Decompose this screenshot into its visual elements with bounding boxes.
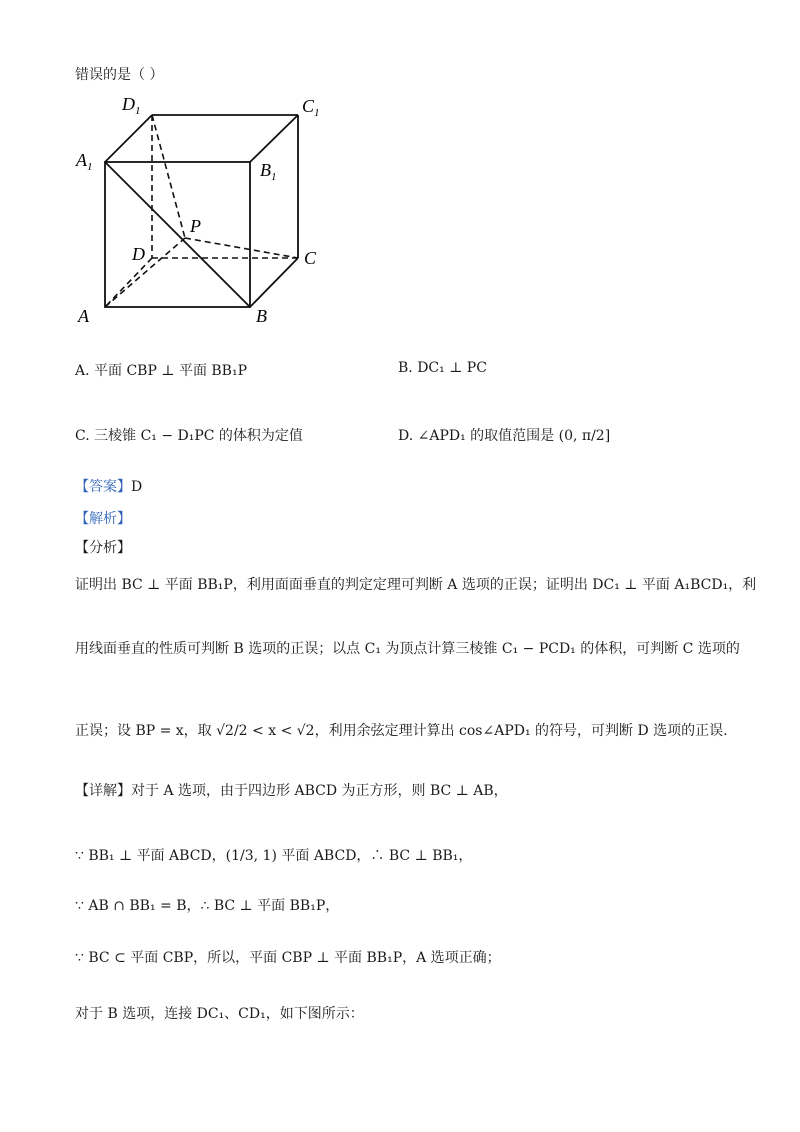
label-c: C: [304, 248, 317, 268]
answer-row: [75, 476, 142, 496]
edge-c-b: [250, 258, 298, 307]
edge-d-a: [105, 258, 152, 307]
segment-p-c: [185, 238, 298, 258]
question-stem: 错误的是（ ）: [75, 67, 164, 83]
fenxi-line-1: 证明出 BC ⊥ 平面 BB₁P，利用面面垂直的判定定理可判断 A 选项的正误；证明出 DC₁ ⊥ 平面 A₁BCD₁，利: [75, 577, 757, 593]
option-d[interactable]: D. ∠APD₁ 的取值范围是 (0, π/2]: [398, 428, 611, 444]
option-a[interactable]: A. 平面 CBP ⊥ 平面 BB₁P: [75, 363, 248, 379]
detail-line-3: ∵ AB ∩ BB₁ = B，∴ BC ⊥ 平面 BB₁P，: [75, 898, 340, 914]
answer-tag: 【答案】: [75, 479, 131, 495]
edge-c1-b1: [250, 115, 298, 162]
option-b[interactable]: B. DC₁ ⊥ PC: [398, 360, 487, 376]
label-b: B: [256, 306, 267, 326]
fenxi-line-3: 正误；设 BP = x，取 √2/2 < x < √2，利用余弦定理计算出 cos∠APD₁ 的符号，可判断 D 选项的正误.: [75, 723, 728, 739]
label-a1: $A_1$: [76, 150, 93, 173]
segment-a-p: [105, 238, 185, 307]
diagonal-a1-b: [105, 162, 250, 307]
answer-value: D: [131, 479, 143, 495]
label-p: P: [190, 216, 201, 236]
option-c[interactable]: C. 三棱锥 C₁ − D₁PC 的体积为定值: [75, 428, 303, 444]
label-d1: $D_1$: [122, 94, 141, 117]
fenxi-tag: 【分析】: [75, 540, 131, 556]
cube-figure: [70, 90, 330, 330]
label-b1: $B_1$: [260, 160, 277, 183]
detail-tag: 【详解】: [75, 783, 131, 799]
detail-line-5: 对于 B 选项，连接 DC₁、CD₁，如下图所示：: [75, 1006, 364, 1022]
fenxi-line-2: 用线面垂直的性质可判断 B 选项的正误；以点 C₁ 为顶点计算三棱锥 C₁ − PCD₁ 的体积，可判断 C 选项的: [75, 641, 740, 657]
label-a: A: [78, 306, 89, 326]
detail-line-2: ∵ BB₁ ⊥ 平面 ABCD，(1/3, 1) 平面 ABCD，∴ BC ⊥ BB₁，: [75, 848, 473, 864]
label-d: D: [132, 244, 145, 264]
analysis-tag: 【解析】: [75, 511, 131, 527]
detail-line-1: [75, 780, 508, 800]
segment-d1-p: [152, 115, 185, 238]
label-c1: $C_1$: [302, 96, 320, 119]
detail-line-4: ∵ BC ⊂ 平面 CBP，所以，平面 CBP ⊥ 平面 BB₁P，A 选项正确；: [75, 950, 501, 966]
edge-a1-d1: [105, 115, 152, 162]
detail-text-1: 对于 A 选项，由于四边形 ABCD 为正方形，则 BC ⊥ AB，: [131, 783, 508, 799]
